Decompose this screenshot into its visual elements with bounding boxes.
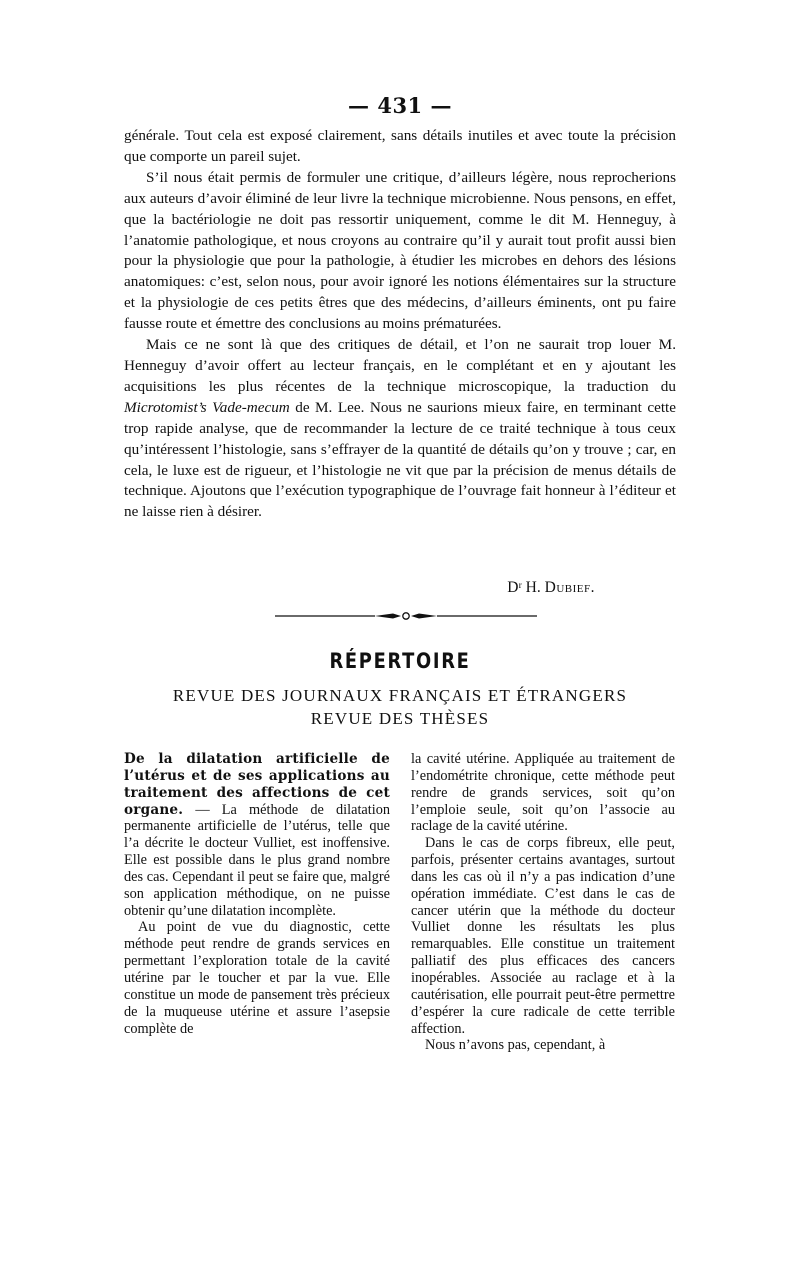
article-paragraph-4: Dans le cas de corps fibreux, elle peut, parfois, présenter certains avantages, surtout dans les cas où il n’y a pas indication d’une opération immédiate. C’est dans le cas de cancer utérin que la méthode du docteur Vulliet donne les résultats les plus remarquables. Elle constitue un traitement palliatif des plus efficaces des cancers inopérables. Associée au raclage et à la cautérisation, elle pourrait peut-être permettre d’espérer la cure radicale de cette terrible affection. bbox=[411, 835, 675, 1037]
section-title: RÉPERTOIRE bbox=[329, 649, 471, 673]
signature-prefix: Dʳ H. bbox=[507, 579, 545, 596]
left-column bbox=[124, 751, 390, 1037]
paragraph-1: générale. Tout cela est exposé clairement, sans détails inutiles et avec toute la précision que comporte un pareil sujet. bbox=[124, 127, 676, 165]
signature-name: Dubief. bbox=[544, 579, 595, 596]
paragraph-3 bbox=[124, 335, 676, 523]
ornamental-rule bbox=[275, 609, 537, 623]
book-title: Microtomist’s Vade-mecum bbox=[124, 398, 290, 416]
paragraph-3-end: de M. Lee. Nous ne saurions mieux faire, en terminant cette trop rapide analyse, que de recommander la lecture de ce traité technique à tous ceux qu’intéressent l’histologie, sans s’effrayer de la quantité de détails qu’on y trouve ; car, en cela, le luxe est de rigueur, et l’histologie ne vit que par la précision de menus détails de technique. Ajoutons que l’exécution typographique de l’ouvrage fait honneur à l’éditeur et ne laisse rien à désirer. bbox=[124, 398, 677, 521]
author-signature bbox=[507, 579, 595, 597]
paragraph-3-start: Mais ce ne sont là que des critiques de détail, et l’on ne saurait trop louer M. Henneguy d’avoir offert au lecteur français, en le complétant et en y ajoutant les acquisitions les plus récentes de la technique microscopique, la traduction du bbox=[124, 336, 676, 395]
article-paragraph-1-text: — La méthode de dilatation permanente artificielle de l’utérus, telle que l’a décrite le docteur Vulliet, est inoffensive. Elle est possible dans le plus grand nombre des cas. Cependant il peut se faire que, malgré son application méthodique, on ne puisse obtenir qu’une dilatation incomplète. bbox=[124, 801, 390, 919]
paragraph-2: S’il nous était permis de formuler une critique, d’ailleurs légère, nous reprocherions aux auteurs d’avoir éliminé de leur livre la technique microbienne. Nous pensons, en effet, que la bactériologie ne doit pas ressortir uniquement, comme le dit M. Henneguy, à l’anatomie pathologique, et nous croyons au contraire qu’il y aurait tout profit aussi bien pour la physiologie que pour la pathologie, à étudier les microbes en dehors des lésions anatomiques: c’est, selon nous, pour avoir ignoré les notions élémentaires sur la structure et la physiologie de ces petits êtres que des médecins, d’ailleurs éminents, ont pu faire fausse route et émettre des conclusions au moins prématurées. bbox=[124, 168, 676, 333]
article-paragraph-1 bbox=[124, 751, 390, 919]
right-column bbox=[411, 751, 675, 1054]
book-review-text bbox=[124, 126, 676, 523]
article-paragraph-2: Au point de vue du diagnostic, cette méthode peut rendre de grands services en permettant l’exploration totale de la cavité utérine par le toucher et par la vue. Elle constitue un mode de pansement très précieux de la muqueuse utérine et assure l’asepsie complète de bbox=[124, 919, 390, 1037]
article-paragraph-5: Nous n’avons pas, cependant, à bbox=[425, 1037, 606, 1054]
section-subtitle-theses: REVUE DES THÈSES bbox=[310, 709, 490, 728]
page-number: — 431 — bbox=[348, 93, 452, 118]
article-paragraph-3: la cavité utérine. Appliquée au traitement de l’endométrite chronique, cette méthode peut rendre de grands services, soit qu’on l’emploie seule, soit qu’on l’associe au raclage de la cavité utérine. bbox=[411, 751, 675, 835]
section-subtitle-journals: REVUE DES JOURNAUX FRANÇAIS ET ÉTRANGERS bbox=[172, 686, 628, 705]
article-heading: De la dilatation artificielle de l’utérus et de ses applications au traitement des affections de cet organe. bbox=[124, 751, 390, 818]
